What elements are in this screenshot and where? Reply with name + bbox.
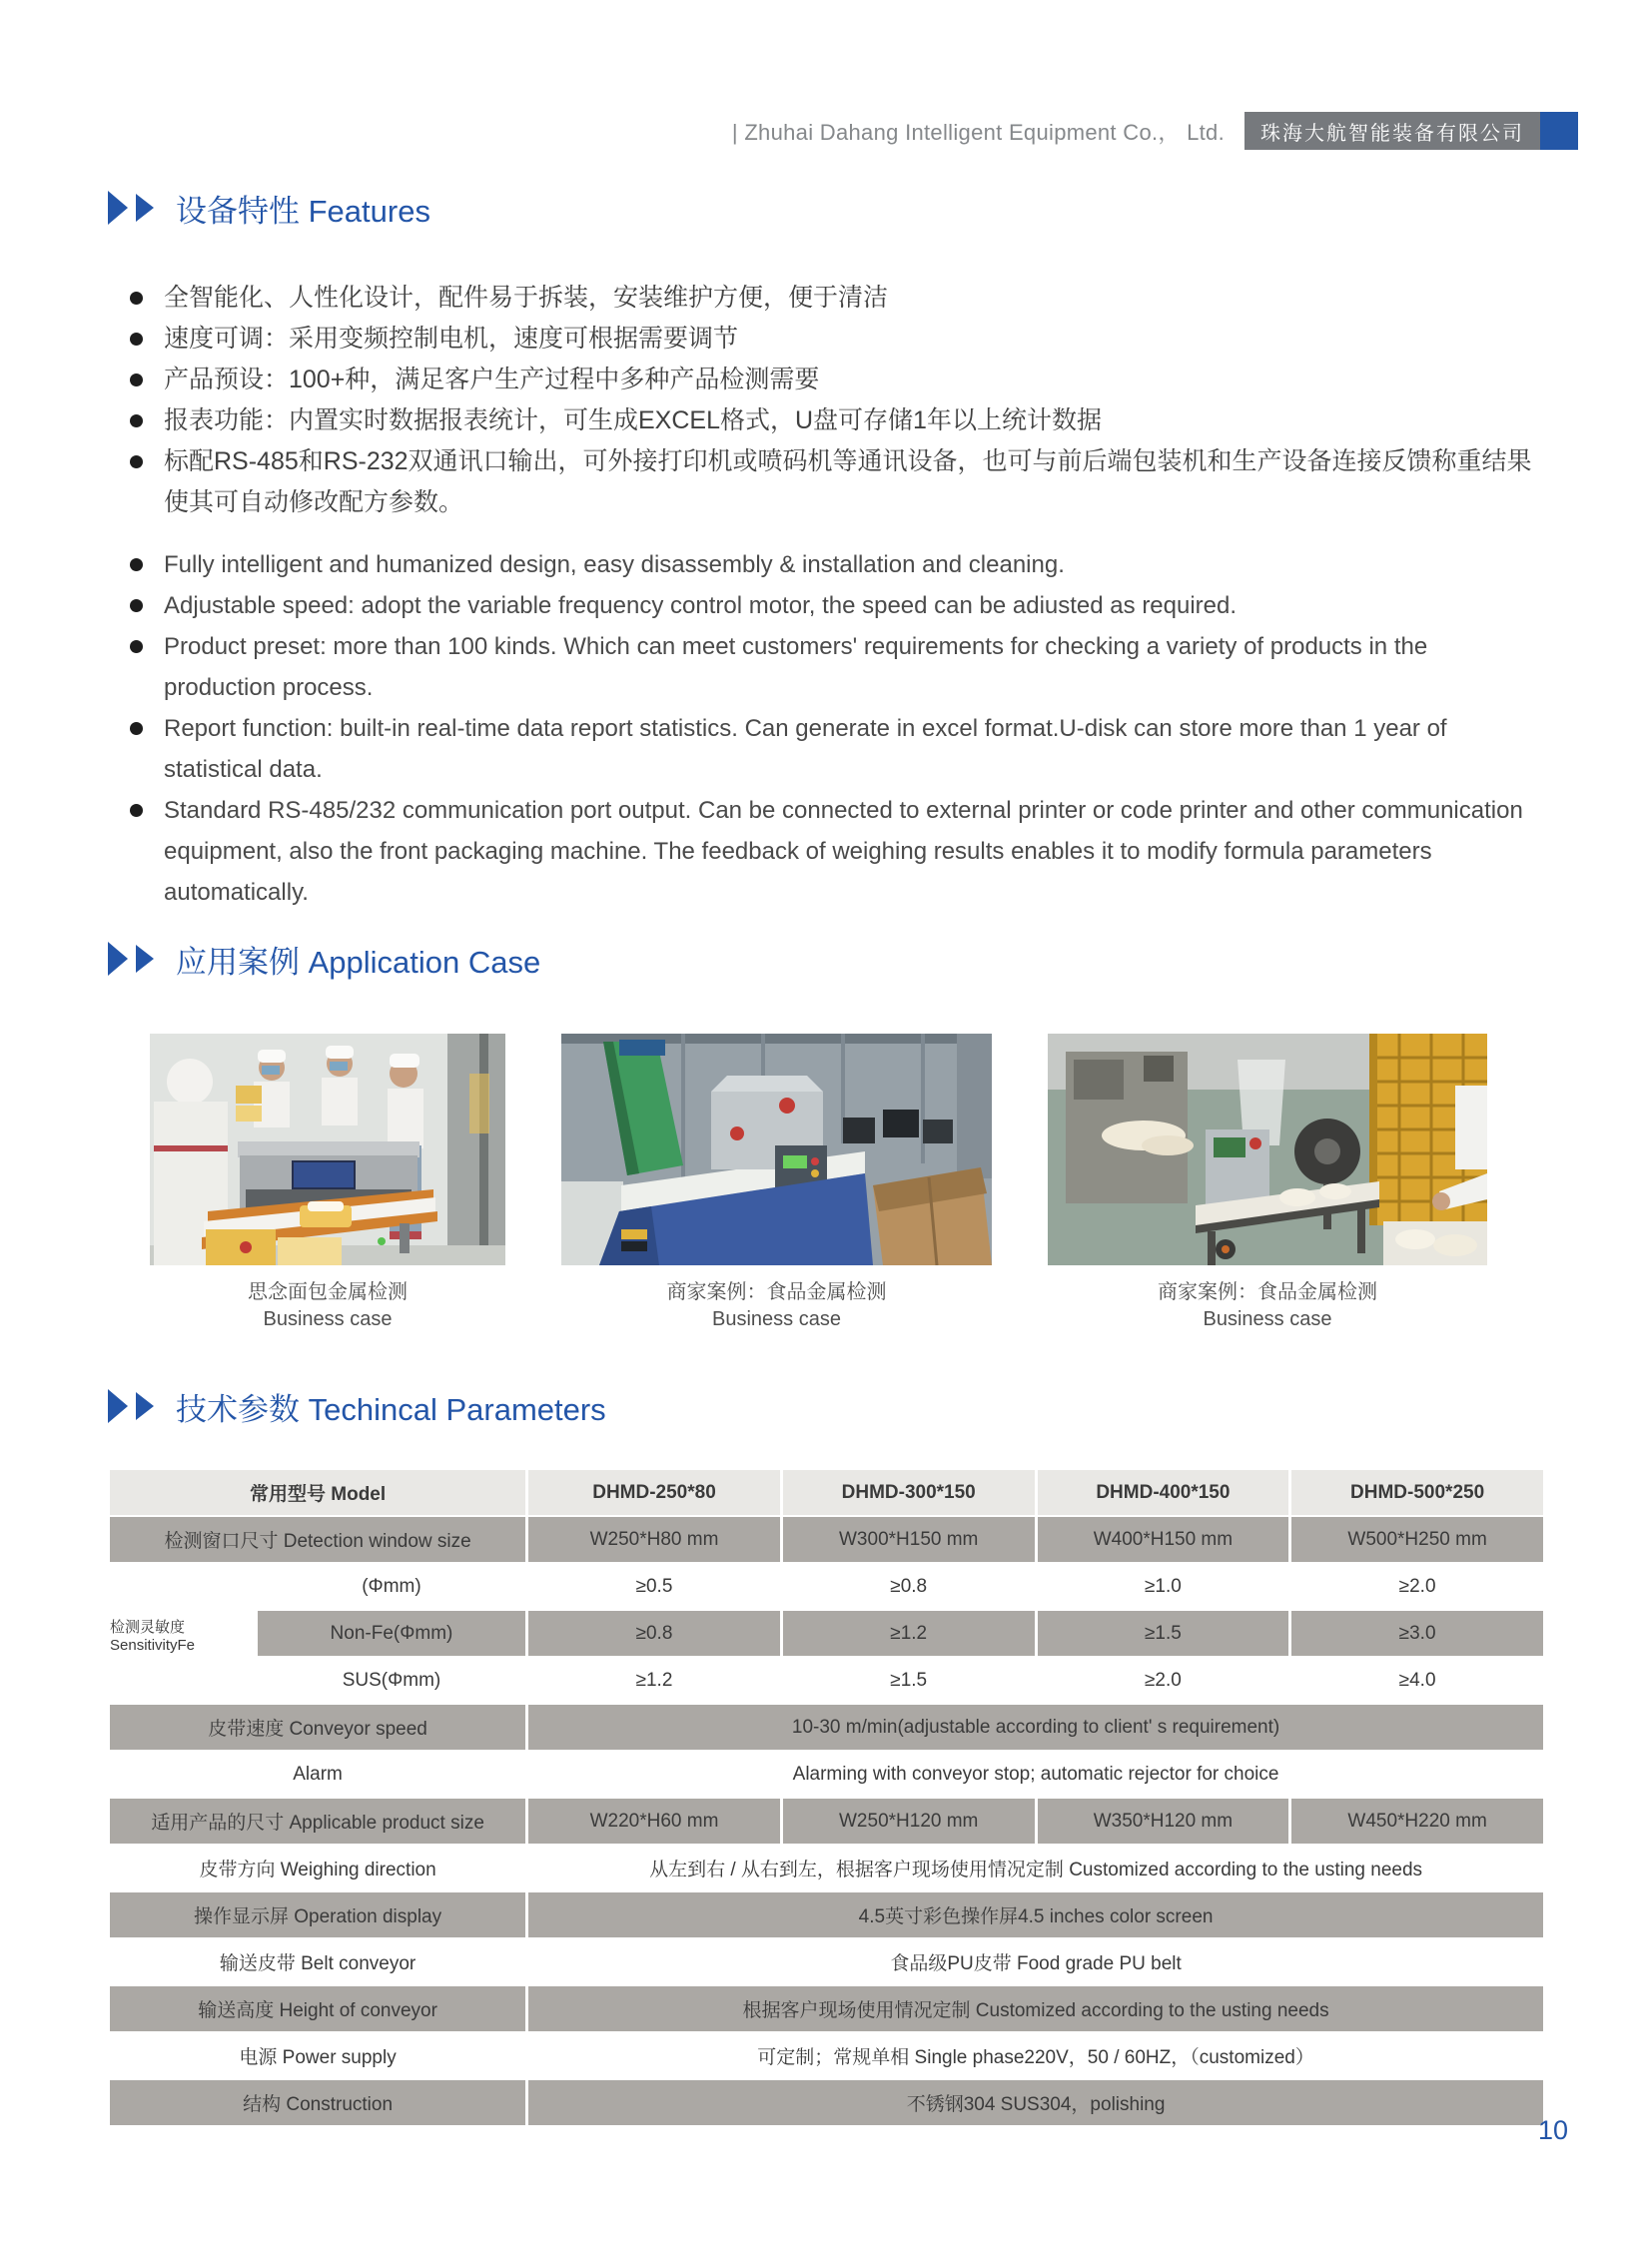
table-row-model: [110, 1470, 1543, 1515]
section-title-features: [108, 186, 430, 231]
table-cell: ≥2.0: [1035, 1658, 1289, 1703]
bullet-dot-icon: [130, 722, 143, 735]
feature-item-cn: [128, 441, 1540, 523]
table-cell: ≥2.0: [1288, 1564, 1543, 1609]
table-cell: 从左到右 / 从右到左，根据客户现场使用情况定制 Customized according to the usting needs: [525, 1846, 1543, 1890]
bullet-dot-icon: [130, 640, 143, 653]
feature-text: Fully intelligent and humanized design, easy disassembly & installation and cleaning.: [164, 551, 1065, 578]
bullet-dot-icon: [130, 292, 143, 305]
row-label: 操作显示屏 Operation display: [110, 1892, 525, 1937]
table-row-construction: [110, 2080, 1543, 2125]
feature-item-cn: [128, 278, 1540, 319]
table-row-conveyor-height: [110, 1986, 1543, 2031]
caption-line-cn: 思念面包金属检测: [248, 1281, 408, 1303]
header-accent-square: [1540, 112, 1578, 150]
table-block-sensitivity: [110, 1564, 1543, 1705]
table-row-detection-window: [110, 1517, 1543, 1562]
table-cell: W220*H60 mm: [525, 1799, 780, 1844]
table-cell: W300*H150 mm: [780, 1517, 1035, 1562]
section-title-text: 设备特性 Features: [176, 194, 430, 229]
features-list-en: [128, 544, 1540, 913]
caption-line-en: Business case: [712, 1308, 841, 1330]
application-photo-bakery: [150, 1034, 505, 1265]
row-label: SUS(Φmm): [258, 1658, 525, 1703]
feature-text: 产品预设：100+种，满足客户生产过程中多种产品检测需要: [164, 366, 820, 393]
table-cell: W400*H150 mm: [1035, 1517, 1289, 1562]
table-cell: DHMD-300*150: [780, 1470, 1035, 1515]
bullet-dot-icon: [130, 558, 143, 571]
application-case-1: [150, 1034, 505, 1333]
section-title-text: 技术参数 Techincal Parameters: [176, 1392, 606, 1427]
table-cell: DHMD-500*250: [1288, 1470, 1543, 1515]
bullet-dot-icon: [130, 455, 143, 468]
table-cell: ≥1.2: [780, 1611, 1035, 1656]
caption-line-en: Business case: [263, 1308, 393, 1330]
table-cell: ≥1.2: [525, 1658, 780, 1703]
feature-text: 报表功能：内置实时数据报表统计，可生成EXCEL格式，U盘可存储1年以上统计数据: [164, 406, 1102, 434]
feature-item-en: [128, 544, 1540, 585]
bullet-dot-icon: [130, 804, 143, 817]
technical-parameters-table: [110, 1470, 1543, 2127]
page-number: 10: [1537, 2115, 1568, 2145]
row-label: 皮带速度 Conveyor speed: [110, 1705, 525, 1750]
company-name-cn-box: [1244, 112, 1540, 150]
table-cell: ≥4.0: [1288, 1658, 1543, 1703]
table-row-weighing-direction: [110, 1846, 1543, 1890]
table-row-sensitivity-fe: [258, 1564, 1543, 1609]
table-cell: ≥0.8: [780, 1564, 1035, 1609]
row-label: (Φmm): [258, 1564, 525, 1609]
feature-text: 全智能化、人性化设计，配件易于拆装，安装维护方便，便于清洁: [164, 284, 889, 312]
table-row-belt-conveyor: [110, 1939, 1543, 1984]
caption-line-cn: 商家案例：食品金属检测: [1158, 1281, 1377, 1303]
double-arrow-icon: [108, 1389, 160, 1425]
table-cell: 4.5英寸彩色操作屏4.5 inches color screen: [525, 1892, 1543, 1937]
table-cell: 可定制；常规单相 Single phase220V，50 / 60HZ，（customized）: [525, 2033, 1543, 2078]
photo-caption: [561, 1279, 992, 1333]
table-cell: DHMD-250*80: [525, 1470, 780, 1515]
section-title-technical-parameters: [108, 1384, 606, 1429]
double-arrow-icon: [108, 191, 160, 227]
feature-item-cn: [128, 400, 1540, 441]
photo-caption: [150, 1279, 505, 1333]
application-case-3: [1048, 1034, 1487, 1333]
row-label: Alarm: [110, 1752, 525, 1797]
table-cell: W450*H220 mm: [1288, 1799, 1543, 1844]
table-cell: ≥3.0: [1288, 1611, 1543, 1656]
page-header: [732, 112, 1578, 150]
table-cell: W350*H120 mm: [1035, 1799, 1289, 1844]
caption-line-cn: 商家案例：食品金属检测: [666, 1281, 887, 1303]
feature-item-cn: [128, 319, 1540, 360]
row-label: Non-Fe(Φmm): [258, 1611, 525, 1656]
table-cell: DHMD-400*150: [1035, 1470, 1289, 1515]
table-cell: W250*H120 mm: [780, 1799, 1035, 1844]
table-row-operation-display: [110, 1892, 1543, 1937]
table-cell: 10-30 m/min(adjustable according to client' s requirement): [525, 1705, 1543, 1750]
feature-item-en: [128, 585, 1540, 626]
application-photos-row: [150, 1034, 1487, 1333]
photo-caption: [1048, 1279, 1487, 1333]
features-list-cn: [128, 278, 1540, 523]
row-label: 常用型号 Model: [110, 1470, 525, 1515]
table-row-sensitivity-sus: [258, 1658, 1543, 1703]
section-title-text: 应用案例 Application Case: [176, 945, 541, 980]
table-cell: 不锈钢304 SUS304，polishing: [525, 2080, 1543, 2125]
application-case-2: [561, 1034, 992, 1333]
bullet-dot-icon: [130, 414, 143, 427]
row-label: 输送高度 Height of conveyor: [110, 1986, 525, 2031]
feature-text: Adjustable speed: adopt the variable frequency control motor, the speed can be adiusted as required.: [164, 592, 1238, 619]
table-cell: W250*H80 mm: [525, 1517, 780, 1562]
application-photo-food-detector: [561, 1034, 992, 1265]
application-photo-production-line: [1048, 1034, 1487, 1265]
double-arrow-icon: [108, 942, 160, 978]
row-label: 适用产品的尺寸 Applicable product size: [110, 1799, 525, 1844]
bullet-dot-icon: [130, 374, 143, 386]
bullet-dot-icon: [130, 333, 143, 346]
table-cell: 根据客户现场使用情况定制 Customized according to the usting needs: [525, 1986, 1543, 2031]
feature-item-en: [128, 626, 1540, 708]
table-row-conveyor-speed: [110, 1705, 1543, 1750]
row-label: 结构 Construction: [110, 2080, 525, 2125]
table-cell: W500*H250 mm: [1288, 1517, 1543, 1562]
sensitivity-label: 检测灵敏度SensitivityFe: [110, 1564, 258, 1705]
table-row-power-supply: [110, 2033, 1543, 2078]
sensitivity-rows: [258, 1564, 1543, 1705]
table-cell: Alarming with conveyor stop; automatic rejector for choice: [525, 1752, 1543, 1797]
table-cell: ≥0.5: [525, 1564, 780, 1609]
table-row-product-size: [110, 1799, 1543, 1844]
feature-text: 速度可调：采用变频控制电机，速度可根据需要调节: [164, 325, 739, 353]
row-label: 输送皮带 Belt conveyor: [110, 1939, 525, 1984]
table-cell: ≥1.5: [780, 1658, 1035, 1703]
section-title-application-case: [108, 937, 540, 982]
table-cell: 食品级PU皮带 Food grade PU belt: [525, 1939, 1543, 1984]
feature-text: Report function: built-in real-time data report statistics. Can generate in excel format.U-disk can store more than 1 year of statistical data.: [164, 715, 1447, 783]
table-row-sensitivity-nonfe: [258, 1611, 1543, 1656]
bullet-dot-icon: [130, 599, 143, 612]
feature-item-en: [128, 790, 1540, 913]
feature-text: Product preset: more than 100 kinds. Which can meet customers' requirements for checking a variety of products in the production process.: [164, 633, 1428, 701]
feature-text: 标配RS-485和RS-232双通讯口输出，可外接打印机或喷码机等通讯设备，也可与前后端包装机和生产设备连接反馈称重结果 使其可自动修改配方参数。: [164, 447, 1532, 516]
row-label: 皮带方向 Weighing direction: [110, 1846, 525, 1890]
table-cell: ≥1.5: [1035, 1611, 1289, 1656]
table-cell: ≥0.8: [525, 1611, 780, 1656]
feature-item-cn: [128, 360, 1540, 400]
feature-text: Standard RS-485/232 communication port output. Can be connected to external printer or code printer and other communication equipment, also the front packaging machine. The feedback of weighing results enables it to modify formula parameters automatically.: [164, 797, 1523, 906]
row-label: 检测窗口尺寸 Detection window size: [110, 1517, 525, 1562]
table-row-alarm: [110, 1752, 1543, 1797]
table-cell: ≥1.0: [1035, 1564, 1289, 1609]
company-name-cn: 珠海大航智能装备有限公司: [1260, 122, 1524, 145]
feature-item-en: [128, 708, 1540, 790]
caption-line-en: Business case: [1203, 1308, 1332, 1330]
company-name-en: | Zhuhai Dahang Intelligent Equipment Co.， Ltd.: [731, 119, 1225, 145]
row-label: 电源 Power supply: [110, 2033, 525, 2078]
